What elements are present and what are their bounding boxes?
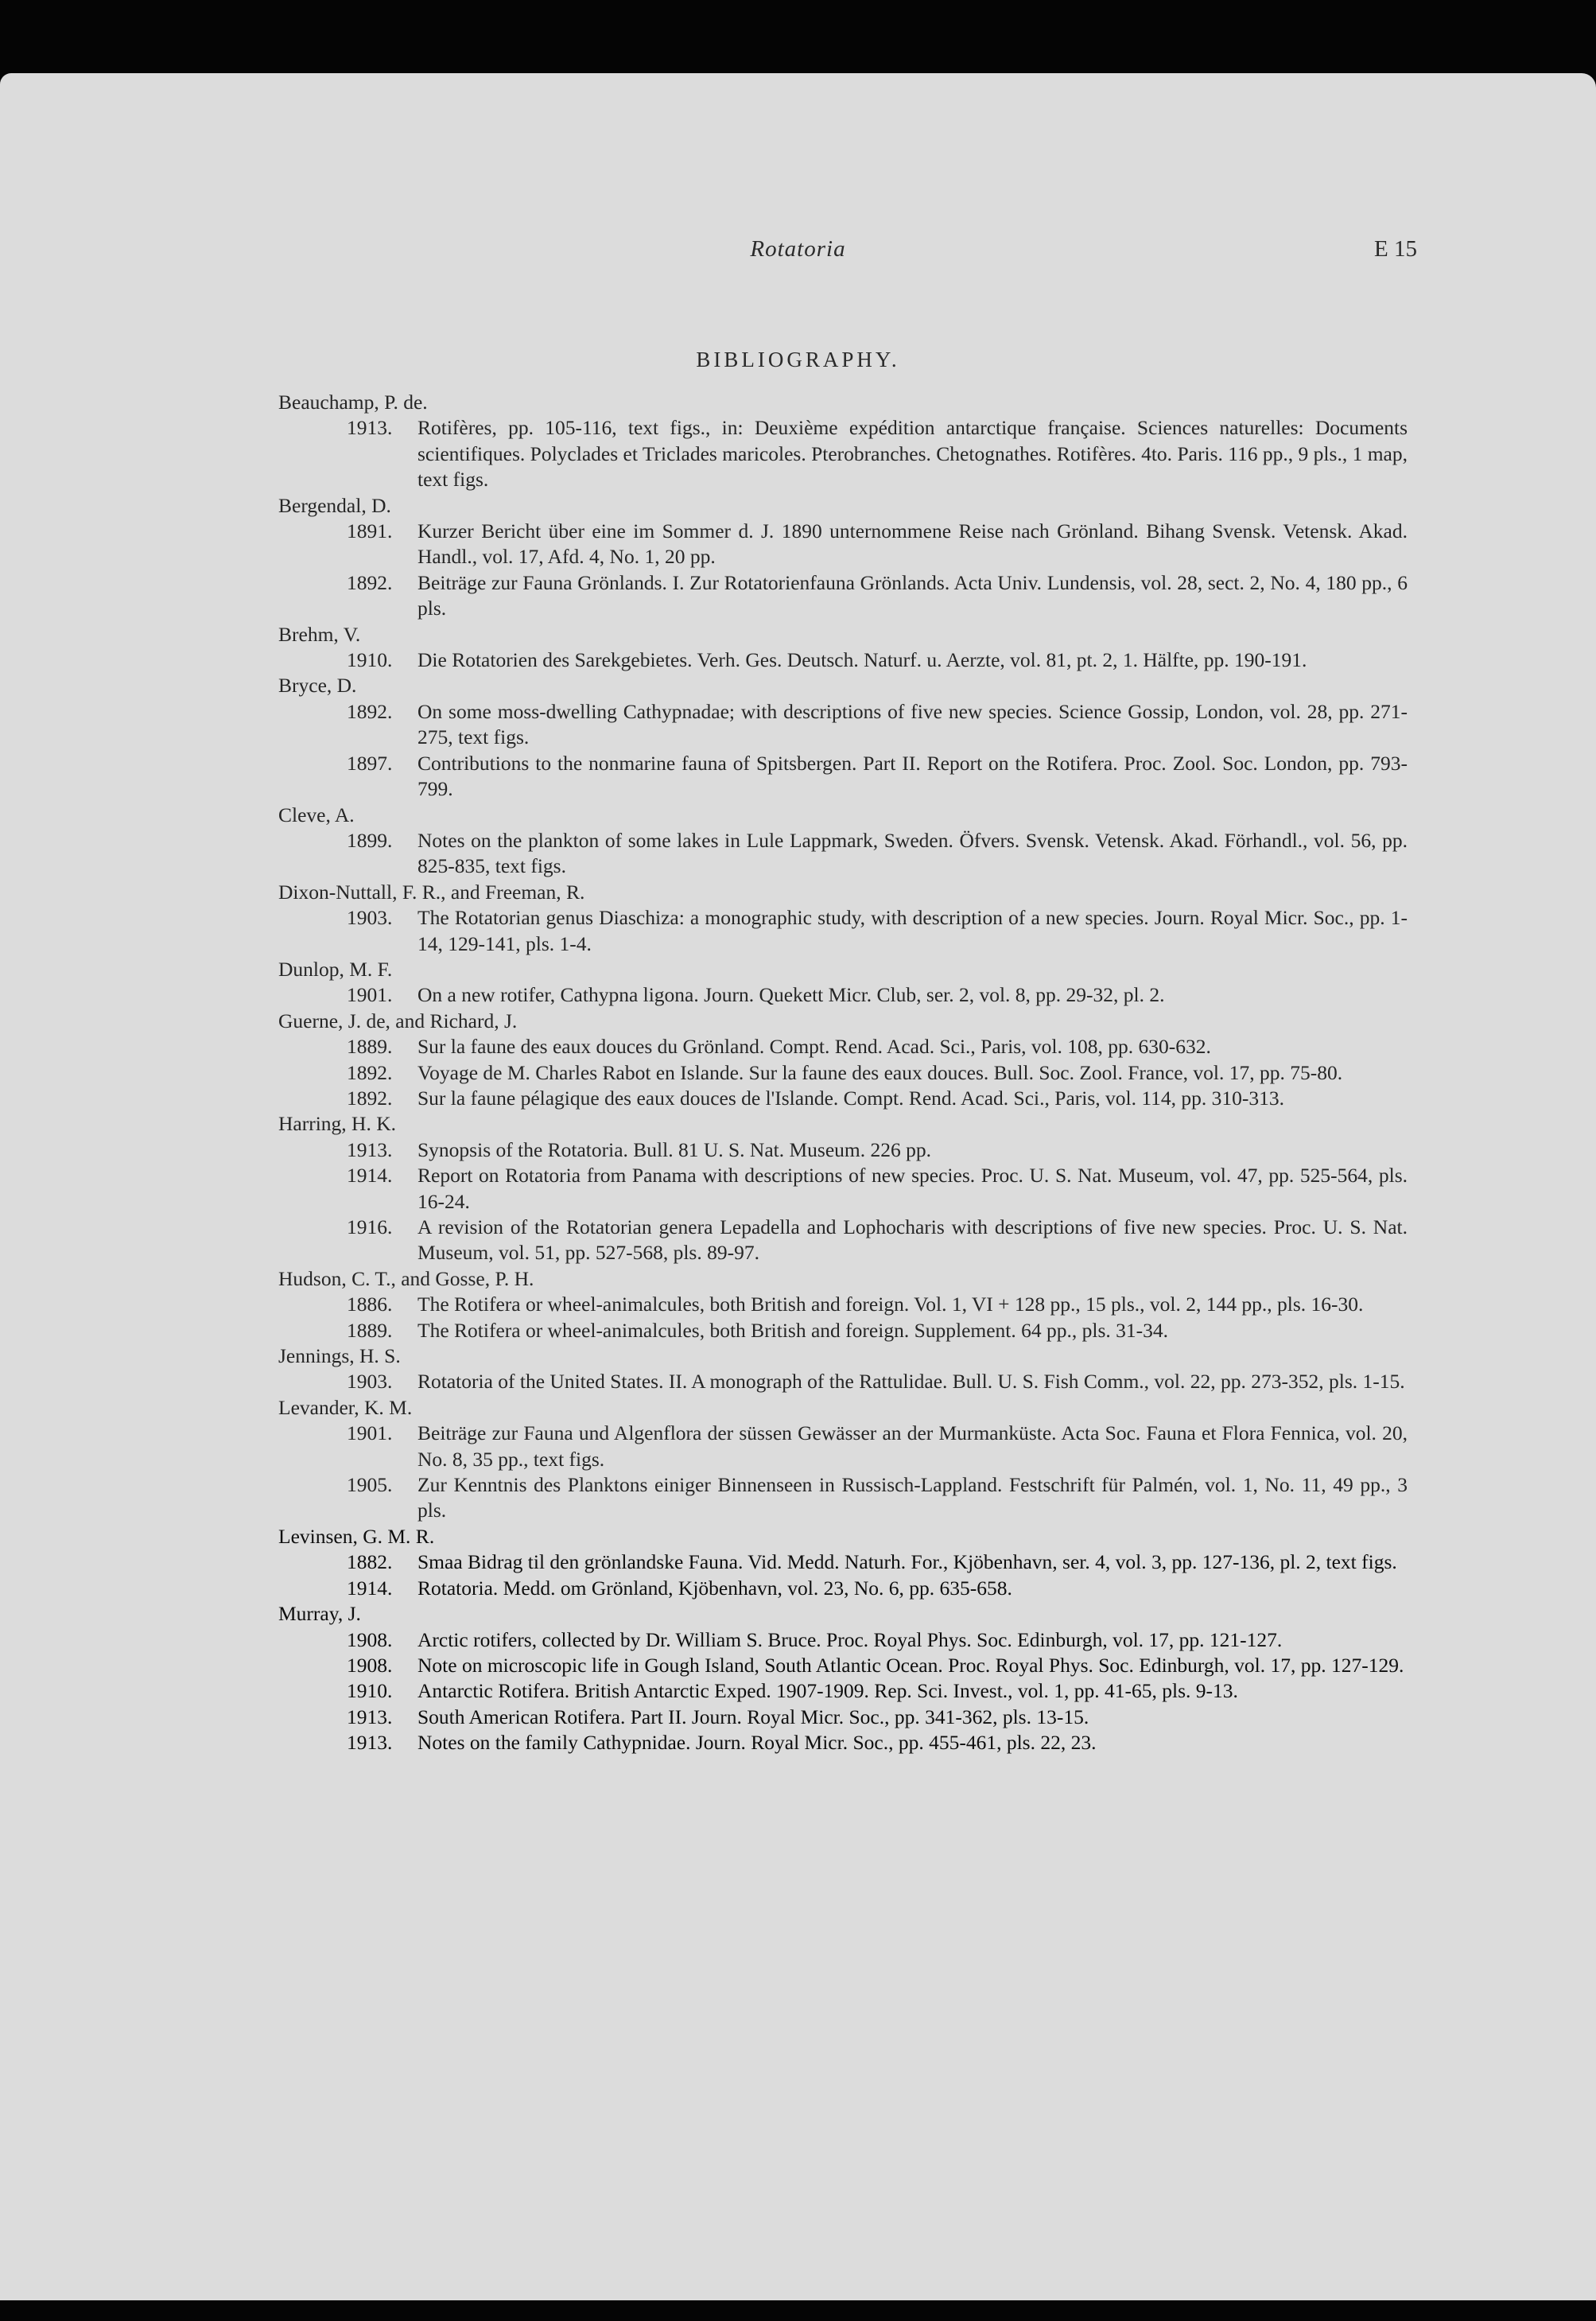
page-number: E 15 xyxy=(1374,236,1417,262)
bib-year: 1914. xyxy=(347,1576,393,1600)
bib-work xyxy=(278,519,1408,570)
bib-author: Hudson, C. T., and Gosse, P. H. xyxy=(278,1266,534,1290)
bib-work xyxy=(278,905,1408,957)
bib-year: 1892. xyxy=(347,1060,393,1084)
bib-year: 1908. xyxy=(347,1627,393,1651)
bib-work xyxy=(278,1653,1408,1678)
running-head xyxy=(0,236,1596,268)
bib-entry xyxy=(278,622,1408,674)
bib-citation: The Rotifera or wheel-animalcules, both British and foreign. Vol. 1, VI + 128 pp., 15 pls., vol. 2, 144 pp., pls. 16-30. xyxy=(417,1293,1364,1316)
bib-entry xyxy=(278,1601,1408,1755)
bib-entry xyxy=(278,1266,1408,1343)
bib-work xyxy=(278,1215,1408,1266)
bib-year: 1916. xyxy=(347,1215,393,1238)
bib-author: Cleve, A. xyxy=(278,803,355,826)
bib-citation: Synopsis of the Rotatoria. Bull. 81 U. S. Nat. Museum. 226 pp. xyxy=(417,1137,931,1161)
bib-year: 1903. xyxy=(347,1370,393,1394)
bib-work xyxy=(278,1705,1408,1730)
bib-year: 1905. xyxy=(347,1473,393,1497)
bib-author: Bryce, D. xyxy=(278,674,357,698)
bib-author: Murray, J. xyxy=(278,1602,361,1626)
bib-citation: Rotatoria. Medd. om Grönland, Kjöbenhavn, vol. 23, No. 6, pp. 635-658. xyxy=(417,1576,1012,1600)
bib-year: 1886. xyxy=(347,1293,393,1316)
bib-entry xyxy=(278,1343,1408,1395)
bib-work xyxy=(278,1292,1408,1317)
bib-citation: South American Rotifera. Part II. Journ. Royal Micr. Soc., pp. 341-362, pls. 13-15. xyxy=(417,1705,1089,1728)
bib-work xyxy=(278,1576,1408,1601)
bib-year: 1897. xyxy=(347,751,393,775)
bib-work xyxy=(278,1086,1408,1111)
bib-entry xyxy=(278,493,1408,622)
bibliography-heading: BIBLIOGRAPHY. xyxy=(696,348,900,371)
bib-citation: Zur Kenntnis des Planktons einiger Binnenseen in Russisch-Lappland. Festschrift für Palmén, vol. 1, No. 11, 49 pp., 3 pls. xyxy=(417,1473,1408,1522)
bib-work xyxy=(278,570,1408,622)
bib-year: 1913. xyxy=(347,1705,393,1728)
bib-entry xyxy=(278,880,1408,957)
bib-year: 1889. xyxy=(347,1318,393,1342)
bib-year: 1908. xyxy=(347,1653,393,1677)
bib-work xyxy=(278,751,1408,803)
bib-citation: Report on Rotatoria from Panama with descriptions of new species. Proc. U. S. Nat. Museum, vol. 47, pp. 525-564, pls. 16-24. xyxy=(417,1164,1408,1213)
bib-work xyxy=(278,1472,1408,1524)
bib-work xyxy=(278,1034,1408,1059)
bib-work xyxy=(278,1318,1408,1343)
bib-work xyxy=(278,647,1408,673)
bib-year: 1891. xyxy=(347,519,393,543)
bib-work xyxy=(278,1730,1408,1755)
bib-work xyxy=(278,415,1408,492)
bib-work xyxy=(278,1421,1408,1472)
bib-entry xyxy=(278,390,1408,493)
bib-citation: Die Rotatorien des Sarekgebietes. Verh. Ges. Deutsch. Naturf. u. Aerzte, vol. 81, pt. 2, 1. Hälfte, pp. 190-191. xyxy=(417,648,1307,672)
bib-citation: Sur la faune pélagique des eaux douces de l'Islande. Compt. Rend. Acad. Sci., Paris, vol. 114, pp. 310-313. xyxy=(417,1086,1285,1110)
bib-year: 1910. xyxy=(347,1679,393,1703)
bib-citation: Note on microscopic life in Gough Island, South Atlantic Ocean. Proc. Royal Phys. Soc. Edinburgh, vol. 17, pp. 127-129. xyxy=(417,1653,1404,1677)
bib-year: 1914. xyxy=(347,1164,393,1188)
bib-year: 1899. xyxy=(347,828,393,852)
bib-author: Dunlop, M. F. xyxy=(278,957,393,981)
bib-citation: The Rotatorian genus Diaschiza: a monographic study, with description of a new species. Journ. Royal Micr. Soc., pp. 1-14, 129-141, pls. 1-4. xyxy=(417,906,1408,955)
running-head-title: Rotatoria xyxy=(750,236,846,262)
bib-citation: Notes on the plankton of some lakes in Lule Lappmark, Sweden. Öfvers. Svensk. Vetensk. Akad. Förhandl., vol. 56, pp. 825-835, text figs. xyxy=(417,828,1408,878)
bib-citation: A revision of the Rotatorian genera Lepadella and Lophocharis with descriptions of five new species. Proc. U. S. Nat. Museum, vol. 51, pp. 527-568, pls. 89-97. xyxy=(417,1215,1408,1265)
bib-year: 1892. xyxy=(347,570,393,594)
bib-entry xyxy=(278,673,1408,802)
bib-entry xyxy=(278,1524,1408,1601)
bib-author: Levander, K. M. xyxy=(278,1395,413,1419)
bib-entry xyxy=(278,803,1408,880)
bib-entry xyxy=(278,957,1408,1009)
bib-citation: Notes on the family Cathypnidae. Journ. Royal Micr. Soc., pp. 455-461, pls. 22, 23. xyxy=(417,1731,1097,1755)
bib-citation: Antarctic Rotifera. British Antarctic Exped. 1907-1909. Rep. Sci. Invest., vol. 1, pp. 41-65, pls. 9-13. xyxy=(417,1679,1238,1703)
bib-year: 1892. xyxy=(347,699,393,723)
bib-work xyxy=(278,1678,1408,1704)
bib-year: 1913. xyxy=(347,1731,393,1755)
bib-year: 1892. xyxy=(347,1086,393,1110)
bib-entry xyxy=(278,1395,1408,1524)
bib-citation: Smaa Bidrag til den grönlandske Fauna. Vid. Medd. Naturh. For., Kjöbenhavn, ser. 4, vol. 3, pp. 127-136, pl. 2, text figs. xyxy=(417,1550,1397,1574)
bib-citation: Contributions to the nonmarine fauna of Spitsbergen. Part II. Report on the Rotifera. Proc. Zool. Soc. London, pp. 793-799. xyxy=(417,751,1408,801)
bib-year: 1913. xyxy=(347,416,393,440)
bib-entry xyxy=(278,1009,1408,1112)
bib-work xyxy=(278,982,1408,1008)
bib-citation: Rotifères, pp. 105-116, text figs., in: Deuxième expédition antarctique française. Sciences naturelles: Documents scientifiques. Polyclades et Triclades maricoles. Pterobranches. Chetognathes. Rotifères. 4to. Paris. 116 pp., 9 pls., 1 map, text figs. xyxy=(417,416,1408,492)
bib-citation: Arctic rotifers, collected by Dr. William S. Bruce. Proc. Royal Phys. Soc. Edinburgh, vol. 17, pp. 121-127. xyxy=(417,1627,1283,1651)
bib-work xyxy=(278,699,1408,751)
bib-year: 1903. xyxy=(347,906,393,930)
bib-citation: Voyage de M. Charles Rabot en Islande. Sur la faune des eaux douces. Bull. Soc. Zool. France, vol. 17, pp. 75-80. xyxy=(417,1060,1343,1084)
bib-citation: Beiträge zur Fauna Grönlands. I. Zur Rotatorienfauna Grönlands. Acta Univ. Lundensis, vol. 28, sect. 2, No. 4, 180 pp., 6 pls. xyxy=(417,570,1408,620)
bib-author: Beauchamp, P. de. xyxy=(278,391,428,414)
bibliography-list xyxy=(278,390,1408,1756)
bib-citation: Beiträge zur Fauna und Algenflora der süssen Gewässer an der Murmanküste. Acta Soc. Fauna et Flora Fennica, vol. 20, No. 8, 35 pp., text figs. xyxy=(417,1421,1408,1471)
bib-year: 1882. xyxy=(347,1550,393,1574)
bib-citation: The Rotifera or wheel-animalcules, both British and foreign. Supplement. 64 pp., pls. 31-34. xyxy=(417,1318,1169,1342)
bib-author: Bergendal, D. xyxy=(278,493,391,517)
bib-author: Guerne, J. de, and Richard, J. xyxy=(278,1009,518,1032)
bib-citation: On some moss-dwelling Cathypnadae; with descriptions of five new species. Science Gossip, London, vol. 28, pp. 271-275, text figs. xyxy=(417,699,1408,749)
bib-work xyxy=(278,1627,1408,1653)
bib-citation: Kurzer Bericht über eine im Sommer d. J. 1890 unternommene Reise nach Grönland. Bihang Svensk. Vetensk. Akad. Handl., vol. 17, Afd. 4, No. 1, 20 pp. xyxy=(417,519,1408,569)
bib-author: Dixon-Nuttall, F. R., and Freeman, R. xyxy=(278,880,585,904)
bib-citation: On a new rotifer, Cathypna ligona. Journ. Quekett Micr. Club, ser. 2, vol. 8, pp. 29-32, pl. 2. xyxy=(417,983,1165,1007)
bib-citation: Sur la faune des eaux douces du Grönland. Compt. Rend. Acad. Sci., Paris, vol. 108, pp. 630-632. xyxy=(417,1035,1211,1059)
bib-citation: Rotatoria of the United States. II. A monograph of the Rattulidae. Bull. U. S. Fish Comm., vol. 22, pp. 273-352, pls. 1-15. xyxy=(417,1370,1405,1394)
book-page xyxy=(0,73,1596,2300)
bib-work xyxy=(278,828,1408,880)
bib-entry xyxy=(278,1111,1408,1265)
bib-year: 1889. xyxy=(347,1035,393,1059)
bib-author: Levinsen, G. M. R. xyxy=(278,1524,435,1548)
bib-work xyxy=(278,1549,1408,1575)
bib-work xyxy=(278,1369,1408,1394)
bib-work xyxy=(278,1137,1408,1163)
bib-work xyxy=(278,1163,1408,1215)
bib-year: 1913. xyxy=(347,1137,393,1161)
bib-year: 1910. xyxy=(347,648,393,672)
bib-work xyxy=(278,1060,1408,1086)
bib-author: Brehm, V. xyxy=(278,622,361,646)
bib-year: 1901. xyxy=(347,983,393,1007)
bib-author: Jennings, H. S. xyxy=(278,1344,401,1368)
bib-author: Harring, H. K. xyxy=(278,1112,397,1136)
bib-year: 1901. xyxy=(347,1421,393,1445)
